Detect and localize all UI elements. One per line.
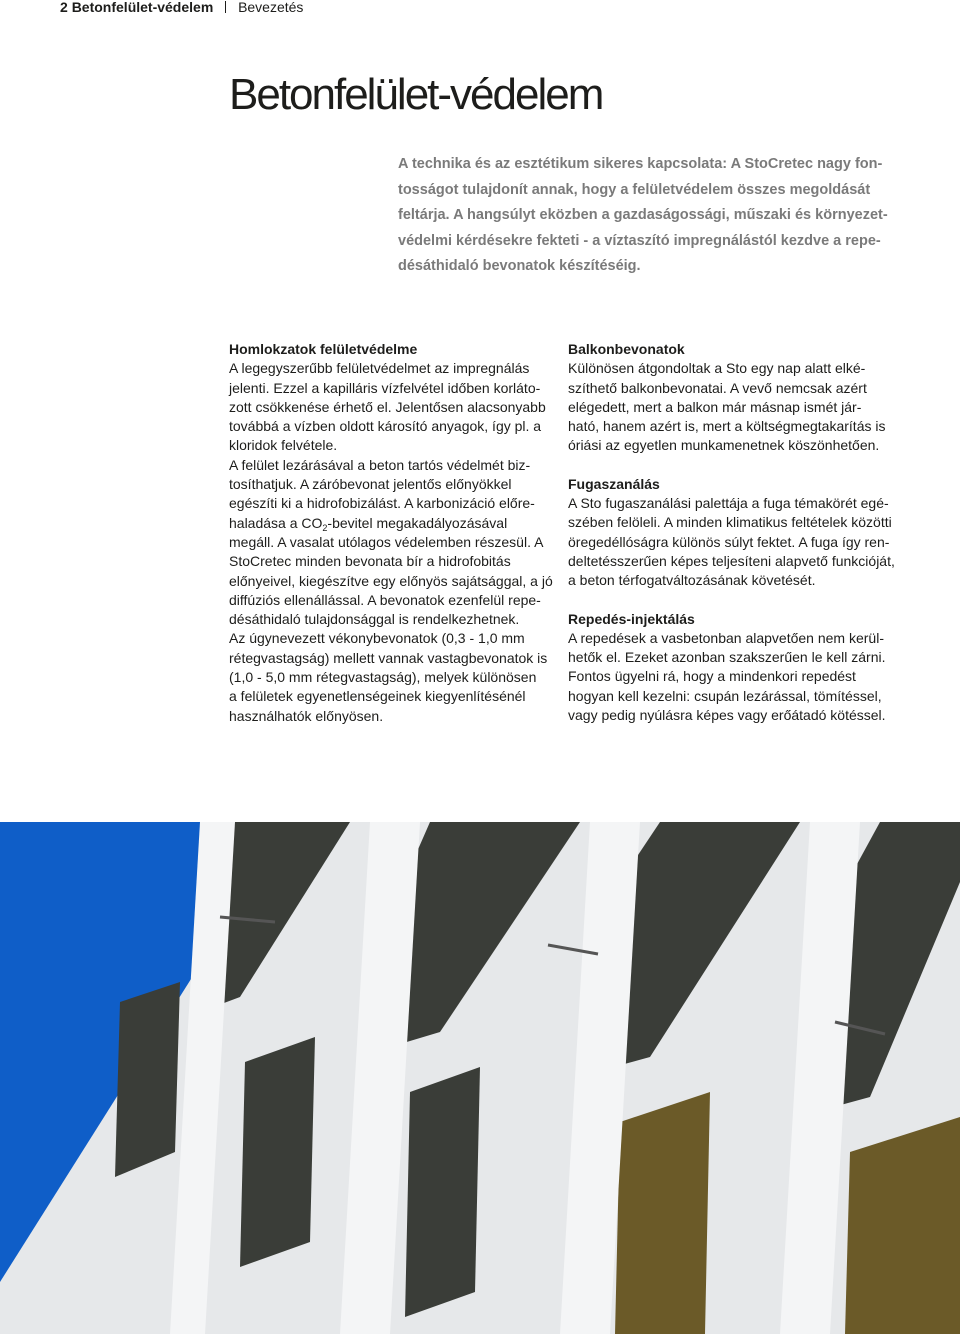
co2-suffix: -bevitel megakadályozásával — [327, 514, 508, 531]
page-title: Betonfelület-védelem — [229, 70, 603, 119]
building-facade-photo — [0, 822, 960, 1334]
right-column — [568, 340, 898, 725]
text-line: öregedéllóságra különös súlyt fektet. A fuga így ren- — [568, 533, 890, 550]
running-header — [60, 0, 303, 14]
section-gap — [568, 591, 898, 610]
text-line: vagy pedig nyúlásra képes vagy erőátadó kötéssel. — [568, 707, 886, 724]
text-line: szében felöleli. A minden klimatikus feltételek közötti — [568, 514, 892, 531]
text-line: A felület lezárásával a beton tartós védelmét biz- — [229, 456, 531, 473]
text-line: (1,0 - 5,0 mm rétegvastagság), melyek különösen — [229, 669, 537, 686]
balcony-shadow — [405, 1067, 480, 1317]
text-line: Fontos ügyelni rá, hogy a mindenkori repedést — [568, 668, 856, 685]
text-line: használhatók előnyösen. — [229, 707, 384, 724]
text-line: deltetésszerűen képes teljesíteni alapvető funkcióját, — [568, 552, 895, 569]
text-line: kloridok felvétele. — [229, 437, 338, 454]
lead-line: védelmi kérdésekre fekteti - a víztaszító impregnálástól kezdve a repe- — [398, 232, 881, 249]
balcony-shadow — [240, 1037, 315, 1267]
text-line: a felületek egyenetlenségeinek kiegyenlítésénél — [229, 688, 526, 705]
text-line: Különösen átgondoltak a Sto egy nap alatt elké- — [568, 360, 866, 377]
text-line: Az úgynevezett vékonybevonatok (0,3 - 1,0 mm — [229, 630, 525, 647]
text-line: egészíti ki a hidrofobizálást. A karbonizáció előre- — [229, 495, 535, 512]
co2-prefix: haladása a CO — [229, 514, 323, 531]
section-heading-repedes-injektalas: Repedés-injektálás — [568, 610, 695, 627]
text-line: óriási az egyetlen munkamenetnek köszönhetően. — [568, 437, 880, 454]
lead-line: tosságot tulajdonít annak, hogy a felületvédelem összes megoldását — [398, 181, 871, 198]
text-line: hetők el. Ezeket azonban szakszerűen le kell zárni. — [568, 649, 886, 666]
text-line: rétegvastagság) mellett vannak vastagbevonatok is — [229, 649, 548, 666]
header-divider — [225, 1, 226, 13]
text-line: jelenti. Ezzel a kapilláris vízfelvétel időben korláto- — [229, 379, 541, 396]
header-title: Betonfelület-védelem — [71, 0, 214, 15]
text-line: a beton térfogatváltozásának követését. — [568, 572, 816, 589]
text-line: A repedések a vasbetonban alapvetően nem kerül- — [568, 629, 884, 646]
lead-line: A technika és az esztétikum sikeres kapcsolata: A StoCretec nagy fon- — [398, 156, 883, 172]
page-number: 2 — [60, 0, 68, 15]
text-line: hogyan kell kezelni: csupán lezárással, tömítéssel, — [568, 687, 882, 704]
text-line: szíthető balkonbevonatai. A vevő nemcsak azért — [568, 379, 867, 396]
left-column — [229, 340, 559, 726]
text-line: megáll. A vasalat utólagos védelemben részesül. A — [229, 533, 544, 550]
balcony-shadow — [115, 982, 180, 1177]
co2-subscript: 2 — [322, 522, 328, 533]
text-line: ható, hanem azért is, mert a költségmegtakarítás is — [568, 418, 886, 435]
section-gap — [568, 456, 898, 475]
text-line: előnyeivel, kiegészítve egy előnyös sajátsággal, a jó — [229, 572, 553, 589]
section-heading-homlokzatok: Homlokzatok felületvédelme — [229, 341, 418, 357]
text-line: StoCretec minden bevonata bír a hidrofobitás — [229, 553, 511, 570]
header-section: Bevezetés — [238, 0, 304, 15]
lead-line: feltárja. A hangsúlyt eközben a gazdaságossági, műszaki és környezet- — [398, 207, 888, 224]
balcony-ochre — [615, 1092, 710, 1334]
lead-line: désáthidaló bevonatok készítéséig. — [398, 258, 641, 275]
text-line: A Sto fugaszanálási palettája a fuga témakörét egé- — [568, 495, 889, 512]
section-heading-balkonbevonatok: Balkonbevonatok — [568, 341, 685, 357]
balcony-ochre — [845, 1117, 960, 1334]
text-line: tosíthatjuk. A záróbevonat jelentős előnyökkel — [229, 476, 512, 493]
section-heading-fugaszanalas: Fugaszanálás — [568, 475, 660, 492]
text-line: diffúziós ellenállással. A bevonatok ezenfelül repe- — [229, 591, 541, 608]
text-line: désáthidaló tulajdonsággal is rendelkezhetnek. — [229, 611, 520, 628]
text-line: A legegyszerűbb felületvédelmet az impregnálás — [229, 360, 530, 377]
text-line: elégedett, mert a balkon már másnap ismét jár- — [568, 398, 862, 415]
lead-paragraph — [398, 152, 888, 280]
text-line: zott csökkenése érhető el. Jelentősen alacsonyabb — [229, 398, 546, 415]
text-line: továbbá a vízben oldott károsító anyagok, így pl. a — [229, 418, 542, 435]
text-line-co2 — [229, 514, 559, 533]
